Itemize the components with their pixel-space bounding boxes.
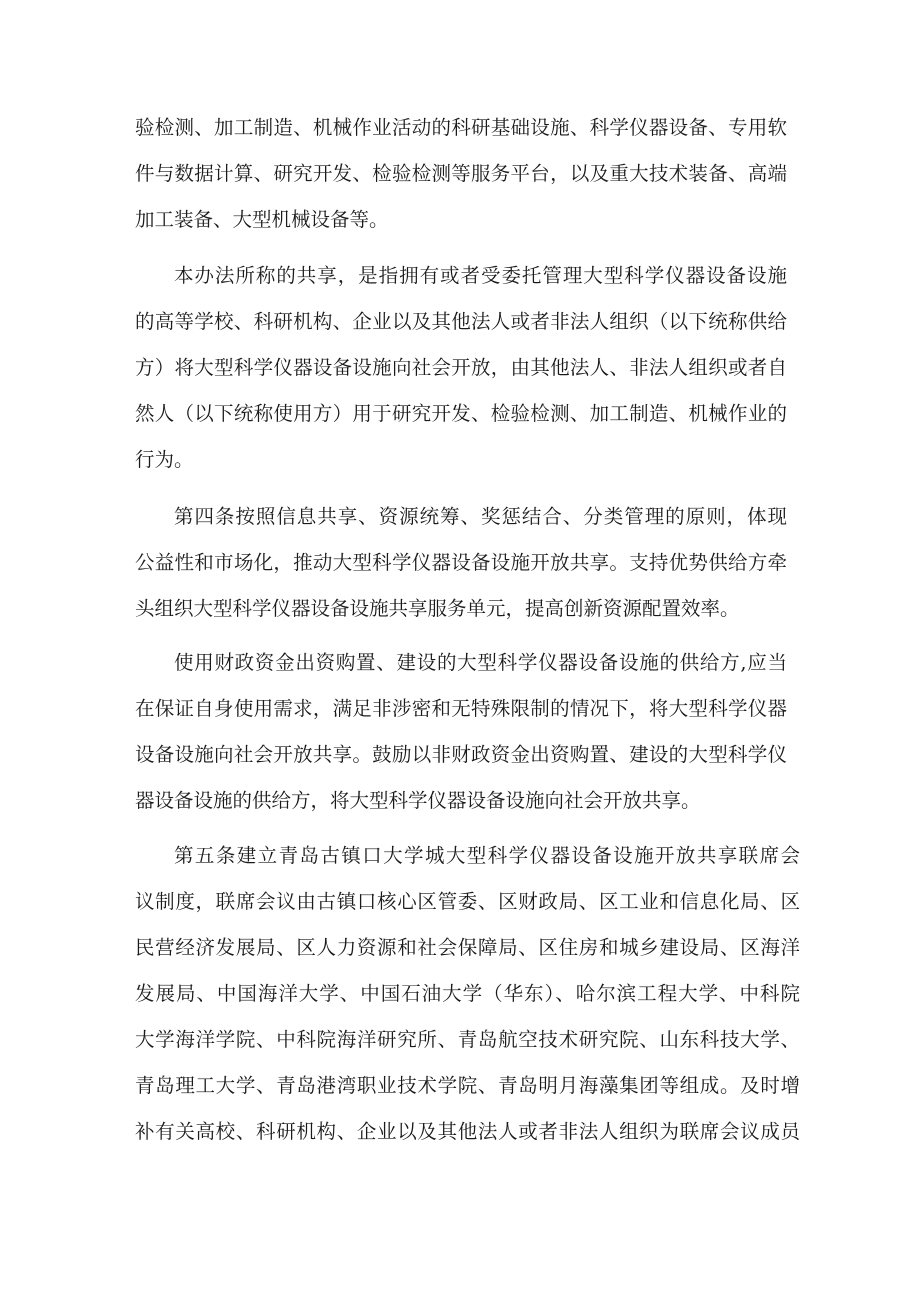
text-line: 发展局、中国海洋大学、中国石油大学（华东）、哈尔滨工程大学、中科院 xyxy=(135,982,800,1005)
paragraph-5 xyxy=(135,833,800,1155)
text-line: 第五条建立青岛古镇口大学城大型科学仪器设备设施开放共享联席会 xyxy=(174,844,800,867)
text-line: 器设备设施的供给方，将大型科学仪器设备设施向社会开放共享。 xyxy=(135,789,701,812)
text-line: 方）将大型科学仪器设备设施向社会开放，由其他法人、非法人组织或者自 xyxy=(135,356,787,379)
paragraph-3 xyxy=(135,494,787,632)
text-line: 加工装备、大型机械设备等。 xyxy=(135,208,389,231)
paragraph-2 xyxy=(135,253,787,483)
text-line: 公益性和市场化，推动大型科学仪器设备设施开放共享。支持优势供给方牵 xyxy=(135,551,787,574)
text-line: 本办法所称的共享，是指拥有或者受委托管理大型科学仪器设备设施 xyxy=(174,264,787,287)
text-line: 大学海洋学院、中科院海洋研究所、青岛航空技术研究院、山东科技大学、 xyxy=(135,1028,800,1051)
text-line: 设备设施向社会开放共享。鼓励以非财政资金出资购置、建设的大型科学仪 xyxy=(135,743,787,766)
text-line: 第四条按照信息共享、资源统筹、奖惩结合、分类管理的原则，体现 xyxy=(174,505,787,528)
text-line: 行为。 xyxy=(135,448,194,471)
text-line: 议制度，联席会议由古镇口核心区管委、区财政局、区工业和信息化局、区 xyxy=(135,890,800,913)
text-line: 头组织大型科学仪器设备设施共享服务单元，提高创新资源配置效率。 xyxy=(135,597,740,620)
text-line: 补有关高校、科研机构、企业以及其他法人或者非法人组织为联席会议成员 xyxy=(135,1120,800,1143)
paragraph-1 xyxy=(135,105,787,243)
text-line: 青岛理工大学、青岛港湾职业技术学院、青岛明月海藻集团等组成。及时增 xyxy=(135,1074,800,1097)
paragraph-4 xyxy=(135,640,787,824)
text-line: 件与数据计算、研究开发、检验检测等服务平台，以及重大技术装备、高端 xyxy=(135,162,787,185)
text-line: 然人（以下统称使用方）用于研究开发、检验检测、加工制造、机械作业的 xyxy=(135,402,787,425)
text-line: 在保证自身使用需求，满足非涉密和无特殊限制的情况下，将大型科学仪器 xyxy=(135,697,787,720)
text-line: 的高等学校、科研机构、企业以及其他法人或者非法人组织（以下统称供给 xyxy=(135,310,787,333)
text-line: 使用财政资金出资购置、建设的大型科学仪器设备设施的供给方,应当 xyxy=(174,651,787,674)
text-line: 验检测、加工制造、机械作业活动的科研基础设施、科学仪器设备、专用软 xyxy=(135,116,787,139)
text-line: 民营经济发展局、区人力资源和社会保障局、区住房和城乡建设局、区海洋 xyxy=(135,936,800,959)
